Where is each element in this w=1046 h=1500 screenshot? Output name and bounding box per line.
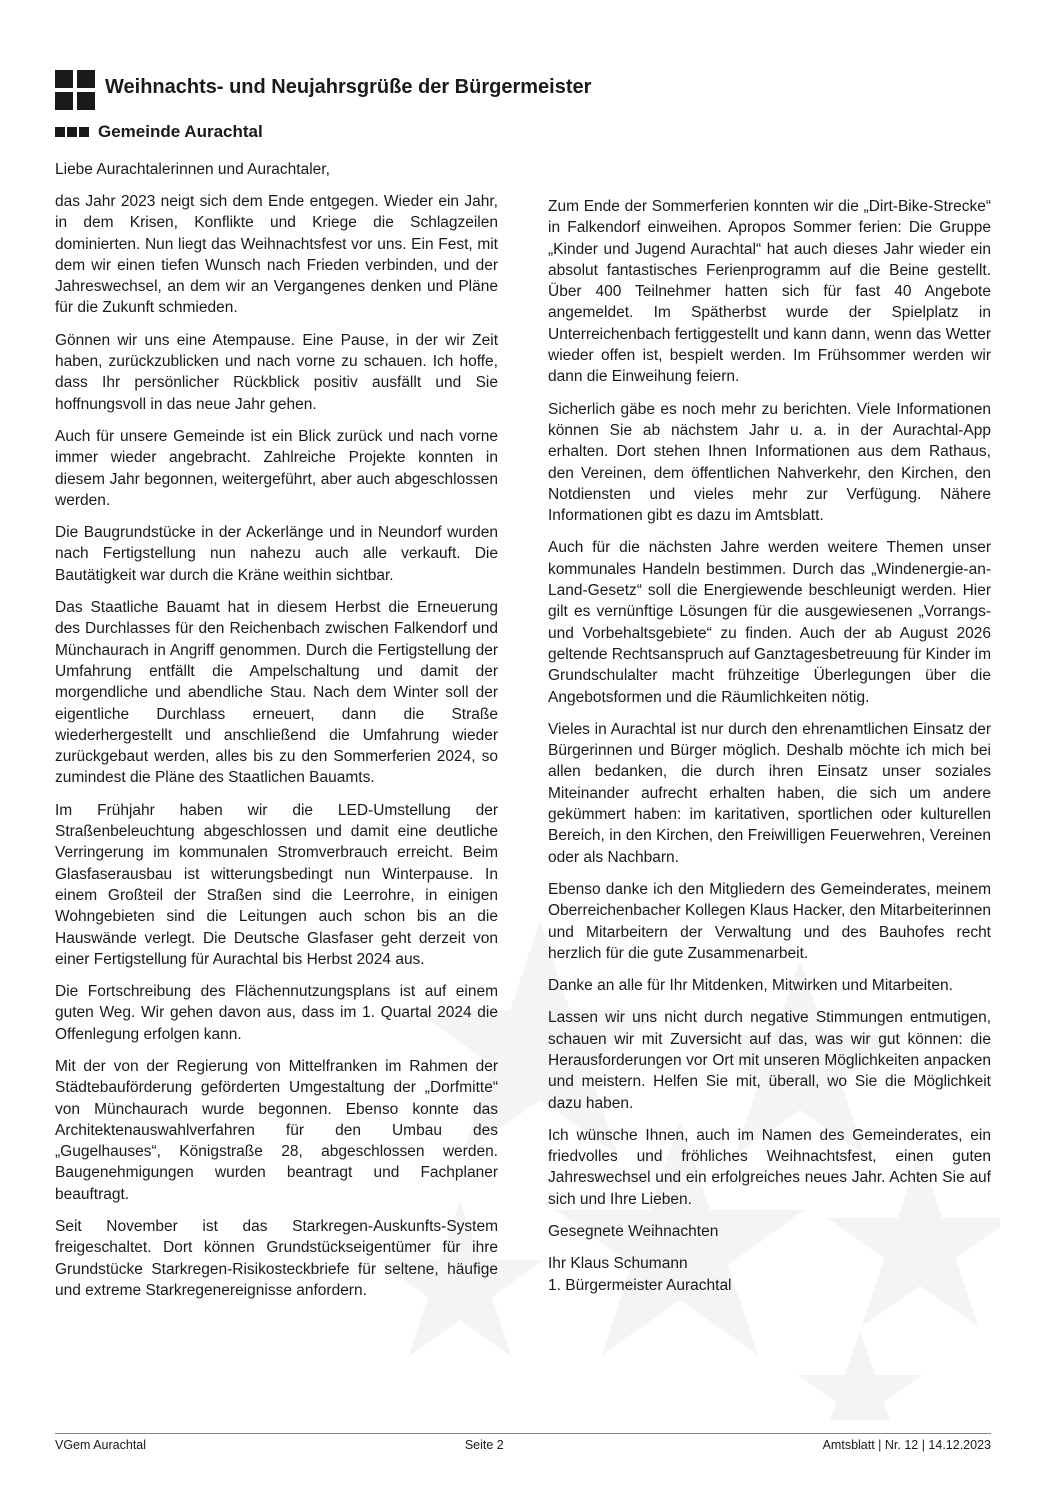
signature — [548, 1253, 991, 1296]
left-column — [55, 191, 498, 1312]
paragraph: Im Frühjahr haben wir die LED-Umstellung der Straßenbeleuchtung abgeschlossen und damit eine deutliche Verringerung im kommunalen Stromverbrauch erreicht. Beim Glasfaserausbau ist witterungsbedingt nun Winterpause. In einem Großteil der Straßen sind die Leerrohre, in einigen Wohngebieten sind die Leitungen auch schon bis an die Hauswände verlegt. Die Deutsche Glasfaser geht derzeit von einer Fertigstellung für Aurachtal bis Herbst 2024 aus. — [55, 801, 498, 968]
paragraph: Mit der von der Regierung von Mittelfranken im Rahmen der Städtebauförderung geförderten Umgestaltung der „Dorfmitte“ von Münchaurach wurde begonnen. Ebenso konnte das Architektenauswahlverfahren für den Umbau des „Gugelhauses“, Königstraße 28, abgeschlossen werden. Baugenehmigungen wurden beantragt und Fachplaner beauftragt. — [55, 1057, 498, 1203]
paragraph: Gönnen wir uns eine Atempause. Eine Pause, in der wir Zeit haben, zurückzublicken und nach vorne zu schauen. Ich hoffe, dass Ihr persönlicher Rückblick positiv ausfällt und Sie hoffnungsvoll in das neue Jahr gehen. — [55, 331, 498, 413]
paragraph: Auch für die nächsten Jahre werden weitere Themen unser kommunales Handeln bestimmen. Durch das „Windenergie-an-Land-Gesetz“ soll die Energiewende beschleunigt werden. Hier gilt es vernünftige Lösungen für die ausgewiesenen „Vorrangs- und Vorbehaltsgebiete“ zu finden. Auch der ab August 2026 geltende Rechtsanspruch auf Ganztagesbetreuung für Kinder im Grundschulalter macht frühzeitige Überlegungen über die Angebotsformen und die Räumlichkeiten nötig. — [548, 539, 991, 706]
paragraph: Ebenso danke ich den Mitgliedern des Gemeinderates, meinem Oberreichenbacher Kollegen Klaus Hacker, den Mitarbeiterinnen und Mitarbeitern der Verwaltung und des Bauhofes recht herzlich für die gute Zusammenarbeit. — [548, 880, 991, 962]
right-column — [548, 196, 991, 1307]
page-footer — [55, 1433, 991, 1452]
paragraph: das Jahr 2023 neigt sich dem Ende entgegen. Wieder ein Jahr, in dem Krisen, Konflikte und Kriege die Schlagzeilen dominierten. Nun liegt das Weihnachtsfest vor uns. Ein Fest, mit dem wir einen tiefen Wunsch nach Frieden verbinden, und der Jahreswechsel, an dem wir an Vergangenes denken und Pläne für die Zukunft schmieden. — [55, 193, 498, 317]
paragraph: Vieles in Aurachtal ist nur durch den ehrenamtlichen Einsatz der Bürgerinnen und Bürger möglich. Deshalb möchte ich mich bei allen bedanken, die durch ihren Einsatz unser soziales Miteinander aufrecht erhalten haben, die sich um andere gekümmert haben: im karitativen, sportlichen oder kulturellen Bereich, in den Kirchen, den Freiwilligen Feuerwehren, Vereinen oder als Nachbarn. — [548, 720, 991, 866]
greeting: Liebe Aurachtalerinnen und Aurachtaler, — [55, 161, 330, 178]
page-title: Weihnachts- und Neujahrsgrüße der Bürgermeister — [105, 76, 592, 98]
paragraph: Auch für unsere Gemeinde ist ein Blick zurück und nach vorne immer wieder angebracht. Zahlreiche Projekte konnten in diesem Jahr begonnen, weitergeführt, aber auch abgeschlossen werden. — [55, 427, 498, 509]
logo — [55, 70, 95, 110]
signature-title: 1. Bürgermeister Aurachtal — [548, 1276, 732, 1294]
paragraph: Zum Ende der Sommerferien konnten wir die „Dirt-Bike-Strecke“ in Falkendorf einweihen. Apropos Sommer ferien: Die Gruppe „Kinder und Jugend Aurachtal“ hat auch dieses Jahr wieder ein absolut fantastisches Ferienprogramm auf die Beine gestellt. Über 400 Teilnehmer hatten sich für fast 40 Angebote angemeldet. Im Spätherbst wurde der Spielplatz in Unterreichenbach fertiggestellt und kann dann, wenn das Wetter wieder offen ist, bespielt werden. Im Frühsommer werden wir dann die Einweihung feiern. — [548, 198, 991, 386]
paragraph: Seit November ist das Starkregen-Auskunfts-System freigeschaltet. Dort können Grundstückseigentümer für ihre Grundstücke Starkregen-Risikosteckbriefe für seltene, häufige und extreme Starkregenereignisse anfordern. — [55, 1218, 498, 1299]
paragraph: Sicherlich gäbe es noch mehr zu berichten. Viele Informationen können Sie ab nächstem Jahr u. a. in der Aurachtal-App erhalten. Dort stehen Ihnen Informationen aus dem Rathaus, den Vereinen, dem öffentlichen Nahverkehr, den Kirchen, den Notdiensten und vieles mehr zur Verfügung. Nähere Informationen gibt es dazu im Amtsblatt. — [548, 400, 991, 525]
paragraph: Danke an alle für Ihr Mitdenken, Mitwirken und Mitarbeiten. — [548, 977, 953, 995]
section-heading — [55, 122, 263, 142]
section-marker-icon — [55, 127, 89, 137]
signature-name: Ihr Klaus Schumann — [548, 1255, 688, 1273]
paragraph: Die Fortschreibung des Flächennutzungsplans ist auf einem guten Weg. Wir gehen davon aus, dass im 1. Quartal 2024 die Offenlegung erfolgen kann. — [55, 983, 498, 1043]
closing-line: Gesegnete Weihnachten — [548, 1223, 719, 1241]
footer-publisher: VGem Aurachtal — [55, 1438, 147, 1452]
section-title: Gemeinde Aurachtal — [98, 122, 263, 141]
paragraph: Das Staatliche Bauamt hat in diesem Herbst die Erneuerung des Durchlasses für den Reichenbach zwischen Falkendorf und Münchaurach in Angriff genommen. Durch die Fertigstellung der Umfahrung entfällt die Ampelschaltung und damit der morgendliche und abendliche Stau. Nach dem Winter soll der eigentliche Durchlass erneuert, dann die Straße wiederhergestellt und anschließend die Umfahrung wieder zurückgebaut werden, alles bis zu den Sommerferien 2024, so zumindest die Pläne des Staatlichen Bauamts. — [55, 599, 498, 787]
footer-page-number: Seite 2 — [464, 1438, 504, 1452]
paragraph: Lassen wir uns nicht durch negative Stimmungen entmutigen, schauen wir mit Zuversicht auf das, was wir gut können: die Herausforderungen vor Ort mit unseren Möglichkeiten anpacken und meistern. Helfen Sie mit, überall, wo Sie die Möglichkeit dazu haben. — [548, 1009, 991, 1112]
paragraph: Die Baugrundstücke in der Ackerlänge und in Neundorf wurden nach Fertigstellung nun nahezu auch alle verkauft. Die Bautätigkeit war durch die Kräne weithin sichtbar. — [55, 524, 498, 584]
paragraph: Ich wünsche Ihnen, auch im Namen des Gemeinderates, ein friedvolles und fröhliches Weihnachtsfest, einen guten Jahreswechsel und ein erfolgreiches neues Jahr. Achten Sie auf sich und Ihre Lieben. — [548, 1126, 991, 1208]
footer-issue: Amtsblatt | Nr. 12 | 14.12.2023 — [822, 1438, 991, 1452]
